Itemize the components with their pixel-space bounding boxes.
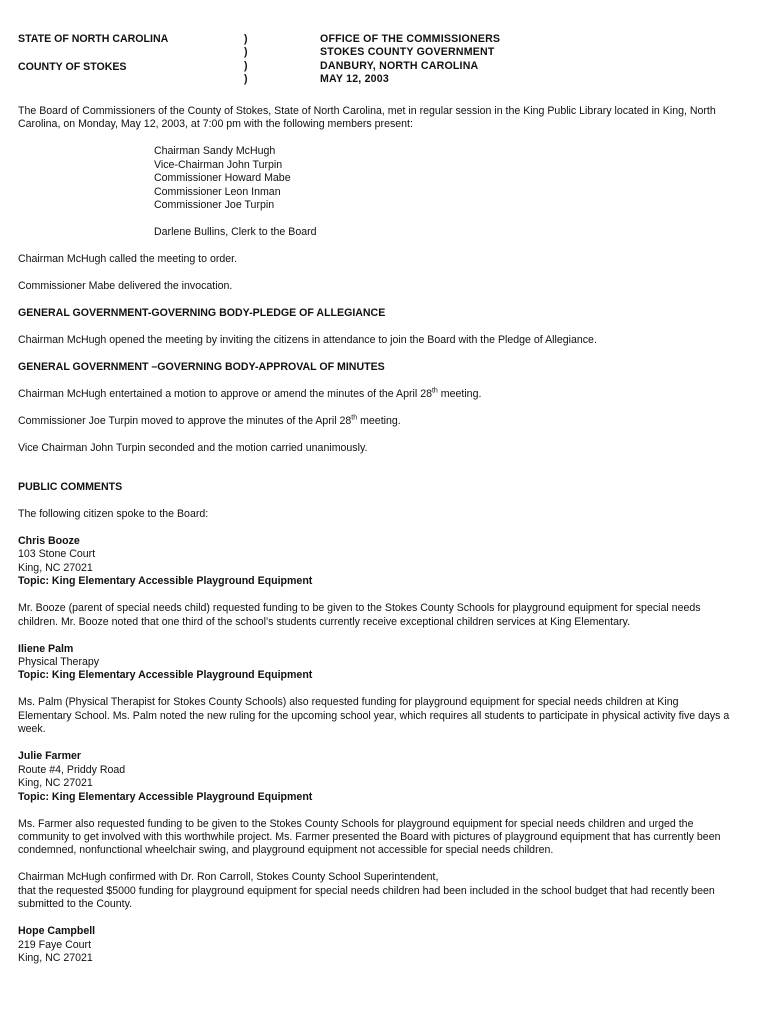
clerk-line: Darlene Bullins, Clerk to the Board <box>154 226 317 239</box>
county-label: COUNTY OF STOKES <box>18 61 127 73</box>
confirmation-paragraph <box>18 871 733 911</box>
speaker-remarks: Mr. Booze (parent of special needs child) requested funding to be given to the Stokes County Schools for playground equipment for special needs children. Mr. Booze noted that one third of the school’s students currently receive exceptional children services at King Elementary. <box>18 602 701 628</box>
office-block <box>320 33 500 87</box>
confirmation-line: Chairman McHugh confirmed with Dr. Ron Carroll, Stokes County School Superintendent, <box>18 871 439 884</box>
minutes-approval: Commissioner Joe Turpin moved to approve the minutes of the April 28th meeting. <box>18 414 401 428</box>
state-label: STATE OF NORTH CAROLINA <box>18 33 169 45</box>
speaker-remarks: Ms. Palm (Physical Therapist for Stokes County Schools) also requested funding for playground equipment for special needs children at King Elementary School. Ms. Palm noted the new ruling for the upcoming school year, which requires all students to participate in physical activity five days a week. <box>18 696 730 736</box>
speaker-address: Route #4, Priddy Road <box>18 763 126 776</box>
speaker-name: Chris Booze <box>18 535 80 548</box>
speaker-address: King, NC 27021 <box>18 951 93 964</box>
speaker-affiliation: Physical Therapy <box>18 656 100 669</box>
minutes-motion: Chairman McHugh entertained a motion to approve or amend the minutes of the April 28th meeting. <box>18 387 482 401</box>
speaker-topic: Topic: King Elementary Accessible Playground Equipment <box>18 575 313 588</box>
public-comments-heading: PUBLIC COMMENTS <box>18 481 123 494</box>
pledge-heading: GENERAL GOVERNMENT-GOVERNING BODY-PLEDGE OF ALLEGIANCE <box>18 307 386 320</box>
speaker-topic: Topic: King Elementary Accessible Playground Equipment <box>18 669 313 682</box>
call-to-order: Chairman McHugh called the meeting to order. <box>18 253 238 266</box>
header-parentheses: ) ) ) ) <box>244 33 248 86</box>
speaker-name: Iliene Palm <box>18 642 74 655</box>
member-item: Chairman Sandy McHugh <box>154 145 276 158</box>
speaker-topic: Topic: King Elementary Accessible Playground Equipment <box>18 790 313 803</box>
public-comments-intro: The following citizen spoke to the Board: <box>18 508 209 521</box>
members-list <box>154 145 733 212</box>
speaker-address: King, NC 27021 <box>18 777 93 790</box>
meeting-date: MAY 12, 2003 <box>320 73 389 86</box>
member-item: Vice-Chairman John Turpin <box>154 158 283 171</box>
speaker-name: Julie Farmer <box>18 750 82 763</box>
speaker-block <box>18 535 733 589</box>
invocation: Commissioner Mabe delivered the invocation. <box>18 280 233 293</box>
office-line: STOKES COUNTY GOVERNMENT <box>320 46 495 59</box>
speaker-address: 103 Stone Court <box>18 548 96 561</box>
speaker-address: King, NC 27021 <box>18 561 93 574</box>
minutes-second: Vice Chairman John Turpin seconded and the motion carried unanimously. <box>18 442 368 455</box>
speaker-address: 219 Faye Court <box>18 938 92 951</box>
pledge-text: Chairman McHugh opened the meeting by inviting the citizens in attendance to join the Board with the Pledge of Allegiance. <box>18 334 597 347</box>
document-header <box>18 33 733 93</box>
confirmation-line: that the requested $5000 funding for playground equipment for special needs children had been included in the school budget that had recently been submitted to the County. <box>18 884 715 911</box>
speaker-block <box>18 925 733 965</box>
minutes-document <box>18 33 733 965</box>
office-line: OFFICE OF THE COMMISSIONERS <box>320 33 501 45</box>
member-item: Commissioner Joe Turpin <box>154 199 275 212</box>
speaker-block <box>18 750 733 804</box>
member-item: Commissioner Leon Inman <box>154 185 281 198</box>
speaker-remarks: Ms. Farmer also requested funding to be given to the Stokes County Schools for playground equipment for special needs children and urged the community to get involved with this worthwhile project. Ms. Farmer presented the Board with pictures of playground equipment that has currently been condemned, nonfunctional wheelchair swing, and playground equipment not accessible for special needs children. <box>18 817 721 857</box>
office-line: DANBURY, NORTH CAROLINA <box>320 59 479 72</box>
minutes-heading: GENERAL GOVERNMENT –GOVERNING BODY-APPROVAL OF MINUTES <box>18 361 385 374</box>
speaker-name: Hope Campbell <box>18 925 96 938</box>
member-item: Commissioner Howard Mabe <box>154 172 291 185</box>
speaker-block <box>18 643 733 683</box>
intro-paragraph: The Board of Commissioners of the County of Stokes, State of North Carolina, met in regular session in the King Public Library located in King, North Carolina, on Monday, May 12, 2003, at 7:00 pm with the following members present: <box>18 105 716 131</box>
